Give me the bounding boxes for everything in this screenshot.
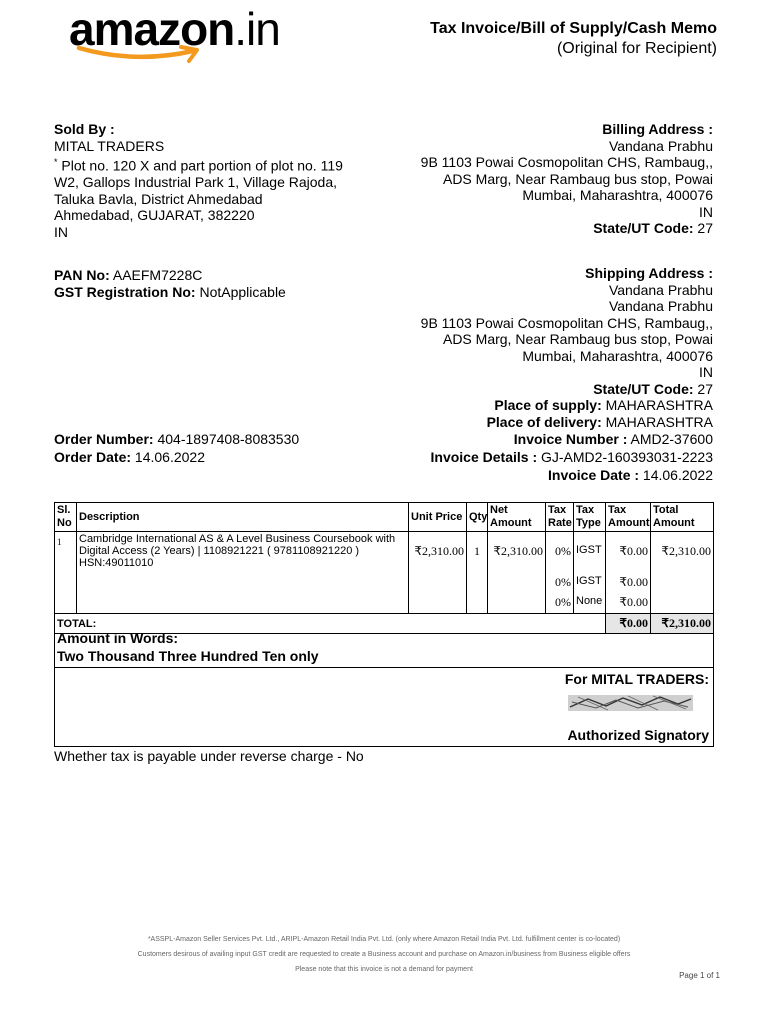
billing-line: Mumbai, Maharashtra, 400076	[522, 187, 713, 203]
pan-number: PAN No: AAEFM7228C	[54, 267, 203, 283]
shipping-line: Vandana Prabhu	[608, 298, 713, 314]
total-tax-amount: ₹0.00	[606, 614, 651, 634]
seller-section	[54, 121, 343, 240]
seller-name: MITAL TRADERS	[54, 137, 165, 154]
logo-smile-arrow-icon	[75, 44, 245, 66]
seller-address-line: Ahmedabad, GUJARAT, 382220	[54, 207, 255, 224]
footer-line: Customers desirous of availing input GST credit are requested to create a Business account and purchase on Amazon.in/business from Business eligible offers	[137, 951, 631, 958]
item-unit-price: ₹2,310.00	[409, 532, 467, 574]
item-total-amount: ₹2,310.00	[651, 532, 714, 574]
page-number: Page 1 of 1	[679, 971, 720, 980]
shipping-line: Vandana Prabhu	[608, 281, 713, 298]
shipping-line: Mumbai, Maharashtra, 400076	[522, 347, 713, 364]
amazon-logo	[55, 0, 315, 72]
shipping-section	[421, 265, 713, 430]
tax-id-section	[54, 267, 286, 300]
billing-line: ADS Marg, Near Rambaug bus stop, Powai	[442, 170, 713, 187]
item-tax-amount: ₹0.00	[606, 574, 651, 594]
item-tax-rate: 0%	[546, 574, 574, 594]
shipping-line: IN	[699, 364, 713, 380]
header-unit-price: Unit Price	[409, 503, 467, 532]
invoice-title-block	[430, 19, 717, 59]
seller-heading: Sold By :	[54, 121, 115, 137]
logo-wordmark: amazon.in	[69, 3, 280, 55]
item-tax-amount: ₹0.00	[606, 532, 651, 574]
invoice-title: Tax Invoice/Bill of Supply/Cash Memo	[430, 20, 717, 37]
total-label: TOTAL:	[55, 614, 606, 634]
signature-image	[568, 693, 693, 713]
billing-line: Vandana Prabhu	[608, 137, 713, 154]
table-row	[55, 574, 714, 594]
header-description: Description	[77, 503, 409, 532]
reverse-charge-note: Whether tax is payable under reverse charge - No	[54, 748, 364, 764]
signature-box	[54, 667, 714, 747]
table-row	[55, 532, 714, 574]
item-tax-type: IGST	[574, 532, 606, 574]
billing-line: IN	[699, 203, 713, 220]
header-qty: Qty	[467, 503, 488, 532]
seller-address-line: IN	[54, 223, 68, 240]
shipping-line: 9B 1103 Powai Cosmopolitan CHS, Rambaug,,	[420, 314, 713, 331]
order-date: Order Date: 14.06.2022	[54, 449, 205, 465]
shipping-heading: Shipping Address :	[585, 265, 713, 281]
gst-registration: GST Registration No: NotApplicable	[54, 283, 286, 300]
item-tax-type: None	[574, 594, 606, 614]
invoice-date: Invoice Date : 14.06.2022	[548, 467, 713, 483]
footnote-star: *	[54, 157, 58, 167]
invoice-number: Invoice Number : AMD2-37600	[513, 431, 713, 447]
amount-in-words-label: Amount in Words:	[57, 630, 179, 646]
total-amount: ₹2,310.00	[651, 614, 714, 634]
item-net-amount: ₹2,310.00	[488, 532, 546, 574]
item-sl-no: 1	[55, 532, 77, 574]
item-tax-rate: 0%	[546, 594, 574, 614]
footer-notes	[0, 932, 768, 977]
header-tax-amount: Tax Amount	[606, 503, 651, 532]
billing-state-code: State/UT Code: 27	[593, 220, 713, 236]
table-row	[55, 594, 714, 614]
header-tax-rate: Tax Rate	[546, 503, 574, 532]
invoice-section	[431, 430, 713, 484]
amount-in-words-value: Two Thousand Three Hundred Ten only	[57, 648, 319, 664]
item-description: Cambridge International AS & A Level Business Coursebook with Digital Access (2 Years) | 1108921221 ( 9781108921220 ) HSN:49011010	[77, 532, 409, 574]
billing-line: 9B 1103 Powai Cosmopolitan CHS, Rambaug,,	[420, 154, 713, 170]
seller-address-line: W2, Gallops Industrial Park 1, Village Rajoda,	[54, 174, 337, 191]
table-header-row	[55, 503, 714, 532]
header-sl-no: Sl. No	[55, 503, 77, 532]
billing-section	[421, 121, 713, 237]
place-of-supply: Place of supply: MAHARASHTRA	[494, 397, 713, 413]
seller-address-line: Taluka Bavla, District Ahmedabad	[54, 190, 263, 207]
header-tax-type: Tax Type	[574, 503, 606, 532]
amount-in-words-box	[54, 628, 714, 668]
footer-line: *ASSPL-Amazon Seller Services Pvt. Ltd., ARIPL-Amazon Retail India Pvt. Ltd. (only where Amazon Retail India Pvt. Ltd. fulfillment center is co-located)	[147, 936, 621, 943]
item-qty: 1	[467, 532, 488, 574]
header-total-amount: Total Amount	[651, 503, 714, 532]
order-number: Order Number: 404-1897408-8083530	[54, 431, 300, 447]
item-tax-amount: ₹0.00	[606, 594, 651, 614]
shipping-line: ADS Marg, Near Rambaug bus stop, Powai	[442, 331, 713, 347]
for-seller-label: For MITAL TRADERS:	[564, 671, 709, 687]
order-section	[54, 430, 299, 466]
item-tax-type: IGST	[574, 574, 606, 594]
authorized-signatory-label: Authorized Signatory	[567, 727, 709, 743]
footer-line: Please note that this invoice is not a demand for payment	[295, 966, 473, 973]
item-tax-rate: 0%	[546, 532, 574, 574]
items-table	[54, 502, 714, 634]
invoice-subtitle: (Original for Recipient)	[556, 40, 717, 57]
shipping-state-code: State/UT Code: 27	[593, 380, 713, 397]
invoice-details: Invoice Details : GJ-AMD2-160393031-2223	[430, 449, 713, 465]
seller-address-line: * Plot no. 120 X and part portion of plot no. 119	[54, 157, 343, 174]
place-of-delivery: Place of delivery: MAHARASHTRA	[486, 413, 713, 430]
header-net-amount: Net Amount	[488, 503, 546, 532]
billing-heading: Billing Address :	[602, 121, 713, 137]
